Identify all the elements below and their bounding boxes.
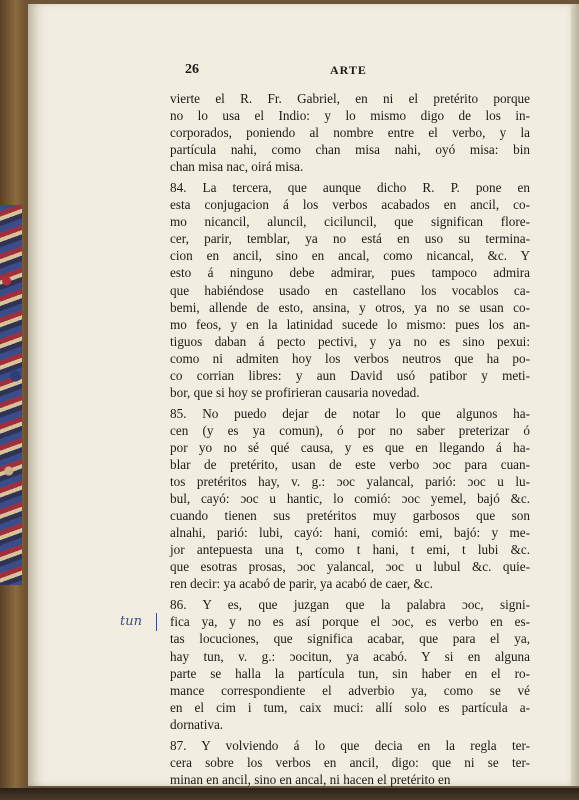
text-line: 86. Y es, que juzgan que la palabra ɔoc, signi- xyxy=(170,597,530,613)
text-line: co corrian libres: y aun David usó patibor y meti- xyxy=(170,367,530,383)
running-head: ARTE xyxy=(330,63,367,77)
text-line: corporados, poniendo al nombre entre el verbo, y la xyxy=(170,125,530,141)
text-line: mo feos, y en la latinidad sucede lo mismo: pues los an- xyxy=(170,316,530,332)
text-line: bor, que si hoy se profirieran causaria novedad. xyxy=(170,384,420,400)
page-number: 26 xyxy=(185,62,199,77)
text-line: mance correspondiente el adverbio ya, como se vé xyxy=(170,682,530,698)
text-line: bul, cayó: ɔoc u hantic, lo comió: ɔoc yemel, bajó &c. xyxy=(170,491,530,507)
text-line: cion en ancil, sino en ancal, como nicancal, &c. Y xyxy=(170,248,530,264)
margin-annotation: tun xyxy=(120,614,142,629)
text-line: como ni admiten hoy los verbos neutros que ha po- xyxy=(170,350,530,366)
page-edge xyxy=(571,4,579,786)
text-line: no lo usa el Indio: y lo mismo digo de los in- xyxy=(170,108,530,124)
book-cover-bottom xyxy=(0,788,579,800)
text-line: cen (y es ya comun), ó por no saber preterizar ó xyxy=(170,422,530,438)
page-header xyxy=(185,62,515,82)
text-line: tiguos daban á pecto pectivi, y ya no es sino pexui: xyxy=(170,333,530,349)
text-line: 87. Y volviendo á lo que decia en la regla ter- xyxy=(170,737,530,753)
text-line: jor antepuesta una t, como t hani, t emi, t lubi &c. xyxy=(170,542,530,558)
text-line: ren decir: ya acabó de parir, ya acabó de caer, &c. xyxy=(170,576,433,592)
text-line: 85. No puedo dejar de notar lo que algunos ha- xyxy=(170,405,530,421)
text-line: hay tun, v. g.: ɔocitun, ya acabó. Y si en alguna xyxy=(170,648,530,664)
margin-annotation-bar xyxy=(156,613,157,631)
text-line: chan misa nac, oirá misa. xyxy=(170,159,304,175)
text-line: 84. La tercera, que aunque dicho R. P. pone en xyxy=(170,180,530,196)
text-line: dornativa. xyxy=(170,716,224,732)
text-line: fica ya, y no es así porque el ɔoc, es verbo en es- xyxy=(170,614,530,630)
text-line: partícula nahi, como chan misa nahi, oyó misa: bin xyxy=(170,142,530,158)
text-line: bemi, allende de esto, ansina, y otros, ya no se usan co- xyxy=(170,299,530,315)
text-line: parte se halla la partícula tun, sin haber en el ro- xyxy=(170,665,530,681)
text-line: alnahi, parió: lubi, cayó: hani, comió: emi, bajó: y me- xyxy=(170,525,530,541)
text-line: en el cim i tum, caix muci: allí solo es partícula a- xyxy=(170,699,530,715)
text-line: tos pretéritos hay, v. g.: ɔoc yalancal, parió: ɔoc u lu- xyxy=(170,474,530,490)
body-text xyxy=(170,90,530,788)
text-line: vierte el R. Fr. Gabriel, en ni el pretérito porque xyxy=(170,91,530,106)
text-line: cera sobre los verbos en ancil, digo: que ni se ter- xyxy=(170,754,530,770)
text-line: que esotras prosas, ɔoc yalancal, ɔoc u lubul &c. quie- xyxy=(170,559,530,575)
text-line: blar de pretérito, usan de este verbo ɔoc para cuan- xyxy=(170,456,530,472)
text-line: minan en ancil, sino en ancal, ni hacen el pretérito en xyxy=(170,771,451,787)
text-line: esta conjugacion á los verbos acabados en ancil, co- xyxy=(170,197,530,213)
text-line: que habiéndose usado en castellano los vocablos ca- xyxy=(170,282,530,298)
text-line: cuando tienen sus pretéritos muy garbosos que son xyxy=(170,508,530,524)
text-line: mo nicancil, aluncil, ciciluncil, que significan flore- xyxy=(170,214,530,230)
text-line: cer, parir, temblar, ya no está en uso su termina- xyxy=(170,231,530,247)
text-line: esto á ninguno debe admirar, pues tampoco admira xyxy=(170,265,530,281)
text-line: por yo no sé qué causa, y es que en llegando á ha- xyxy=(170,439,530,455)
text-line: tas locuciones, que significa acabar, que para el ya, xyxy=(170,631,530,647)
marbled-endpaper xyxy=(0,205,22,585)
